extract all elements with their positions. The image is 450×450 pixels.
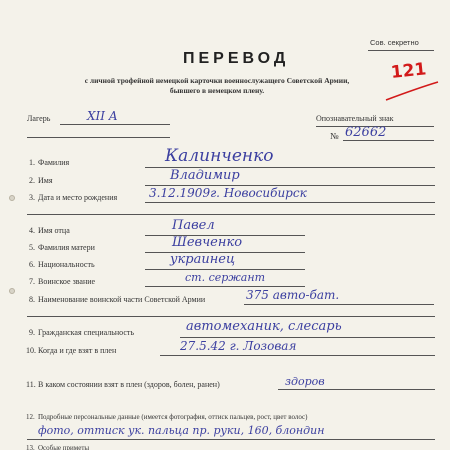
punch-hole — [9, 195, 15, 201]
field-line — [145, 286, 305, 287]
camp-value: XII A — [87, 109, 118, 123]
field-label-mother: Фамилия матери — [38, 243, 95, 252]
id-tag-value: 62662 — [345, 125, 387, 140]
field-value-father: Павел — [172, 218, 215, 233]
field-label-profession: Гражданская специальность — [38, 328, 135, 337]
field-number: 9. — [29, 328, 35, 337]
field-number: 3. — [29, 193, 35, 202]
field-line-extra — [27, 316, 435, 317]
case-number-underline — [384, 80, 440, 102]
document-title: ПЕРЕВОД — [183, 50, 290, 67]
field-value-personal-data: фото, оттиск ук. пальца пр. руки, 160, блондин — [38, 424, 325, 437]
field-label-captured: Когда и где взят в плен — [38, 346, 117, 355]
field-label-birth: Дата и место рождения — [38, 193, 118, 202]
id-tag-value-line — [343, 140, 434, 141]
field-label-rank: Воинское звание — [38, 277, 96, 286]
field-value-captured: 27.5.42 г. Лозовая — [180, 339, 297, 353]
field-value-surname: Калинченко — [165, 146, 274, 166]
id-tag-prefix: № — [330, 131, 339, 141]
field-line — [145, 269, 305, 270]
field-value-unit: 375 авто-бат. — [246, 288, 340, 302]
field-value-rank: ст. сержант — [185, 271, 266, 284]
camp-label: Лагерь — [27, 114, 51, 123]
field-number: 4. — [29, 226, 35, 235]
field-label-nationality: Национальность — [38, 260, 95, 269]
field-line — [278, 389, 435, 390]
field-number: 13. — [26, 444, 35, 450]
punch-hole — [9, 288, 15, 294]
field-label-personal-data: Подробные персональные данные (имеется фотография, оттиск пальцев, рост, цвет волос) — [38, 413, 308, 421]
classification-underline — [368, 50, 434, 51]
id-tag-label: Опознавательный знак — [316, 114, 394, 123]
field-label-surname: Фамилия — [38, 158, 70, 167]
case-number-stamp: 121 — [389, 59, 428, 83]
classification-mark: Сов. секретно — [370, 38, 419, 47]
field-value-mother: Шевченко — [172, 235, 243, 250]
field-label-name: Имя — [38, 176, 53, 185]
field-label-father: Имя отца — [38, 226, 70, 235]
field-line-extra — [27, 214, 435, 215]
field-value-nationality: украинец — [170, 252, 236, 267]
camp-line-2 — [27, 137, 170, 138]
field-number: 8. — [29, 295, 35, 304]
field-line — [145, 202, 435, 203]
field-number: 7. — [29, 277, 35, 286]
field-value-name: Владимир — [170, 168, 240, 183]
document-subtitle-line1: с личной трофейной немецкой карточки военнослужащего Советской Армии, — [84, 76, 350, 85]
field-line — [27, 439, 435, 440]
field-label-special-marks: Особые приметы — [38, 444, 90, 450]
field-number: 1. — [29, 158, 35, 167]
document-subtitle-line2: бывшего в немецком плену. — [169, 86, 265, 95]
field-number: 6. — [29, 260, 35, 269]
field-number: 12. — [26, 413, 35, 421]
field-label-condition: В каком состоянии взят в плен (здоров, болен, ранен) — [38, 380, 220, 389]
field-line — [160, 355, 435, 356]
field-number: 11. — [26, 380, 36, 389]
field-line — [180, 337, 435, 338]
field-value-condition: здоров — [285, 375, 325, 388]
field-label-unit: Наименование воинской части Советской Армии — [38, 295, 206, 304]
camp-line — [60, 124, 170, 125]
field-line — [244, 304, 434, 305]
field-value-birth: 3.12.1909г. Новосибирск — [149, 186, 307, 200]
field-number: 5. — [29, 243, 35, 252]
field-number: 10. — [26, 346, 36, 355]
field-number: 2. — [29, 176, 35, 185]
field-value-profession: автомеханик, слесарь — [186, 319, 342, 334]
